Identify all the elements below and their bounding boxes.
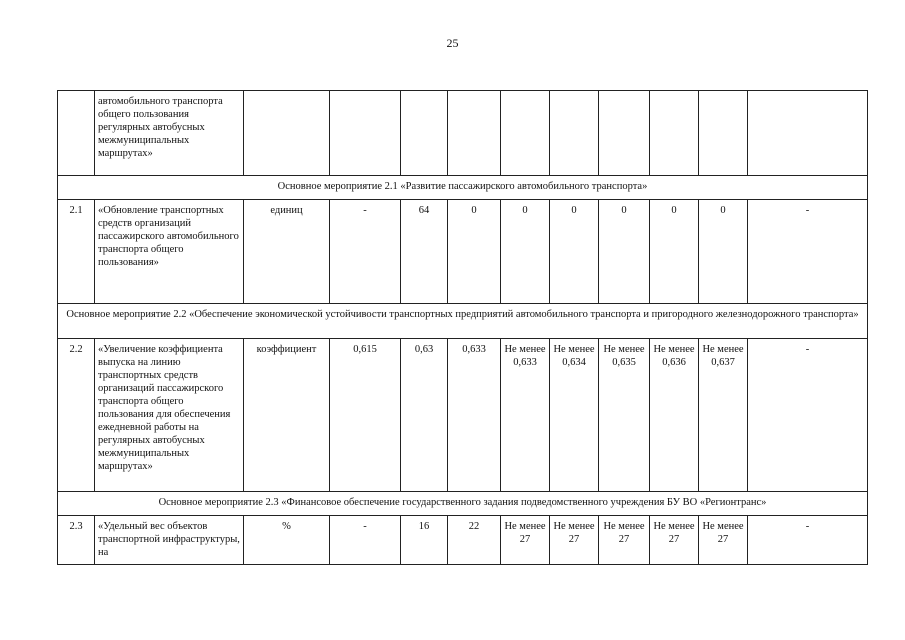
table-row [58, 339, 868, 492]
section-row [58, 492, 868, 516]
cell-note [748, 91, 868, 176]
cell-value: - [330, 200, 401, 304]
cell-value: 22 [448, 516, 501, 565]
cell-value [401, 91, 448, 176]
cell-num: 2.3 [58, 516, 95, 565]
cell-value: Не менее 0,634 [550, 339, 599, 492]
cell-unit: % [244, 516, 330, 565]
cell-value: Не менее 0,637 [699, 339, 748, 492]
indicators-table [57, 90, 868, 565]
cell-value: Не менее 27 [650, 516, 699, 565]
cell-num: 2.1 [58, 200, 95, 304]
cell-note: - [748, 516, 868, 565]
cell-value: Не менее 27 [599, 516, 650, 565]
cell-unit: единиц [244, 200, 330, 304]
cell-num: 2.2 [58, 339, 95, 492]
cell-value: Не менее 27 [699, 516, 748, 565]
cell-value [448, 91, 501, 176]
cell-value: - [330, 516, 401, 565]
table-row [58, 200, 868, 304]
cell-unit: коэффициент [244, 339, 330, 492]
cell-value: 0 [501, 200, 550, 304]
cell-note: - [748, 200, 868, 304]
cell-value: 0,63 [401, 339, 448, 492]
page-number: 25 [446, 36, 459, 50]
cell-name: «Обновление транспортных средств организаций пассажирского автомобильного транспорта общего пользования» [95, 200, 244, 304]
cell-value [501, 91, 550, 176]
cell-value: 0 [699, 200, 748, 304]
cell-value [699, 91, 748, 176]
cell-name: «Удельный вес объектов транспортной инфраструктуры, на [95, 516, 244, 565]
section-row [58, 304, 868, 339]
cell-num [58, 91, 95, 176]
cell-value: Не менее 0,633 [501, 339, 550, 492]
cell-value [599, 91, 650, 176]
cell-value: 0 [650, 200, 699, 304]
section-heading-2-1: Основное мероприятие 2.1 «Развитие пассажирского автомобильного транспорта» [58, 176, 868, 200]
cell-value: 0,615 [330, 339, 401, 492]
table-row [58, 91, 868, 176]
section-row [58, 176, 868, 200]
cell-unit [244, 91, 330, 176]
cell-value: 64 [401, 200, 448, 304]
cell-value: Не менее 0,635 [599, 339, 650, 492]
cell-value: 0,633 [448, 339, 501, 492]
cell-value: 0 [599, 200, 650, 304]
cell-value: 0 [448, 200, 501, 304]
section-heading-2-3: Основное мероприятие 2.3 «Финансовое обеспечение государственного задания подведомственного учреждения БУ ВО «Регионтранс» [58, 492, 868, 516]
cell-name: «Увеличение коэффициента выпуска на линию транспортных средств организаций пассажирского транспорта общего пользования для обеспечения ежедневной работы на регулярных автобусных межмуниципальных маршрутах» [95, 339, 244, 492]
cell-value [650, 91, 699, 176]
cell-value [330, 91, 401, 176]
cell-value: 16 [401, 516, 448, 565]
cell-value: Не менее 0,636 [650, 339, 699, 492]
cell-note: - [748, 339, 868, 492]
table-row [58, 516, 868, 565]
cell-value: Не менее 27 [550, 516, 599, 565]
cell-value: 0 [550, 200, 599, 304]
section-heading-2-2: Основное мероприятие 2.2 «Обеспечение экономической устойчивости транспортных предприятий автомобильного транспорта и пригородного железнодорожного транспорта» [58, 304, 868, 339]
cell-value [550, 91, 599, 176]
cell-value: Не менее 27 [501, 516, 550, 565]
cell-name: автомобильного транспорта общего пользования регулярных автобусных межмуниципальных маршрутах» [95, 91, 244, 176]
